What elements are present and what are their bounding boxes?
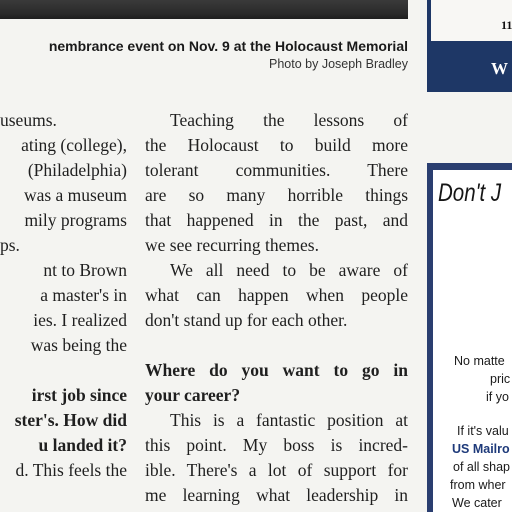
caption-text: nembrance event on Nov. 9 at the Holocaust Memorial: [48, 38, 408, 54]
text-line: me learning what leadership in: [145, 485, 408, 505]
ad-text-line: US Mailro: [452, 442, 510, 456]
ad-text-line: If it's valu: [457, 424, 509, 438]
text-line: (Philadelphia): [27, 160, 127, 180]
text-line: mily programs: [24, 210, 127, 230]
ad-text-line: of all shap: [453, 460, 510, 474]
text-line: are so many horrible things: [145, 185, 408, 205]
sidebar-number: 11: [501, 18, 512, 32]
sidebar-box: [427, 0, 512, 92]
question-heading: Where do you want to go in: [145, 360, 408, 380]
ad-text-line: from wher: [450, 478, 506, 492]
advertisement: [427, 163, 512, 512]
photo-credit: Photo by Joseph Bradley: [269, 57, 408, 71]
ad-text-line: We cater: [452, 496, 502, 510]
question-line: irst job since: [31, 385, 127, 405]
text-line: tolerant communities. There: [145, 160, 408, 180]
ad-text-line: pric: [490, 372, 511, 386]
text-line: ible. There's a lot of support for: [145, 460, 408, 480]
text-line: ating (college),: [21, 135, 127, 155]
question-line: u landed it?: [38, 435, 127, 455]
ad-text-line: if yo: [486, 390, 509, 404]
text-line: Teaching the lessons of: [170, 110, 408, 130]
article-column-left: [0, 108, 127, 483]
text-line: useums.: [0, 110, 57, 130]
text-line: what can happen when people: [145, 285, 408, 305]
sidebar-band-letter: W: [491, 59, 508, 78]
text-line: ies. I realized: [33, 310, 127, 330]
ad-headline: Don't J: [438, 179, 502, 207]
photo: [0, 0, 408, 19]
text-line: was being the: [30, 335, 127, 355]
text-line: ps.: [0, 235, 20, 255]
text-line: nt to Brown: [43, 260, 127, 280]
sidebar-band: [427, 45, 512, 92]
text-line: we see recurring themes.: [145, 235, 319, 255]
article-column-right: [145, 108, 408, 508]
text-line: d. This feels the: [15, 460, 127, 480]
sidebar-inner: [427, 0, 512, 45]
text-line: that happened in the past, and: [145, 210, 408, 230]
text-line: a master's in: [40, 285, 127, 305]
question-line: ster's. How did: [14, 410, 127, 430]
question-heading: your career?: [145, 385, 241, 405]
text-line: this point. My boss is incred-: [145, 435, 408, 455]
photo-caption: [0, 38, 408, 72]
text-line: This is a fantastic position at: [170, 410, 408, 430]
text-line: was a museum: [23, 185, 127, 205]
ad-text-line: No matte: [454, 354, 505, 368]
text-line: the Holocaust to build more: [145, 135, 408, 155]
text-line: We all need to be aware of: [170, 260, 408, 280]
text-line: don't stand up for each other.: [145, 310, 348, 330]
